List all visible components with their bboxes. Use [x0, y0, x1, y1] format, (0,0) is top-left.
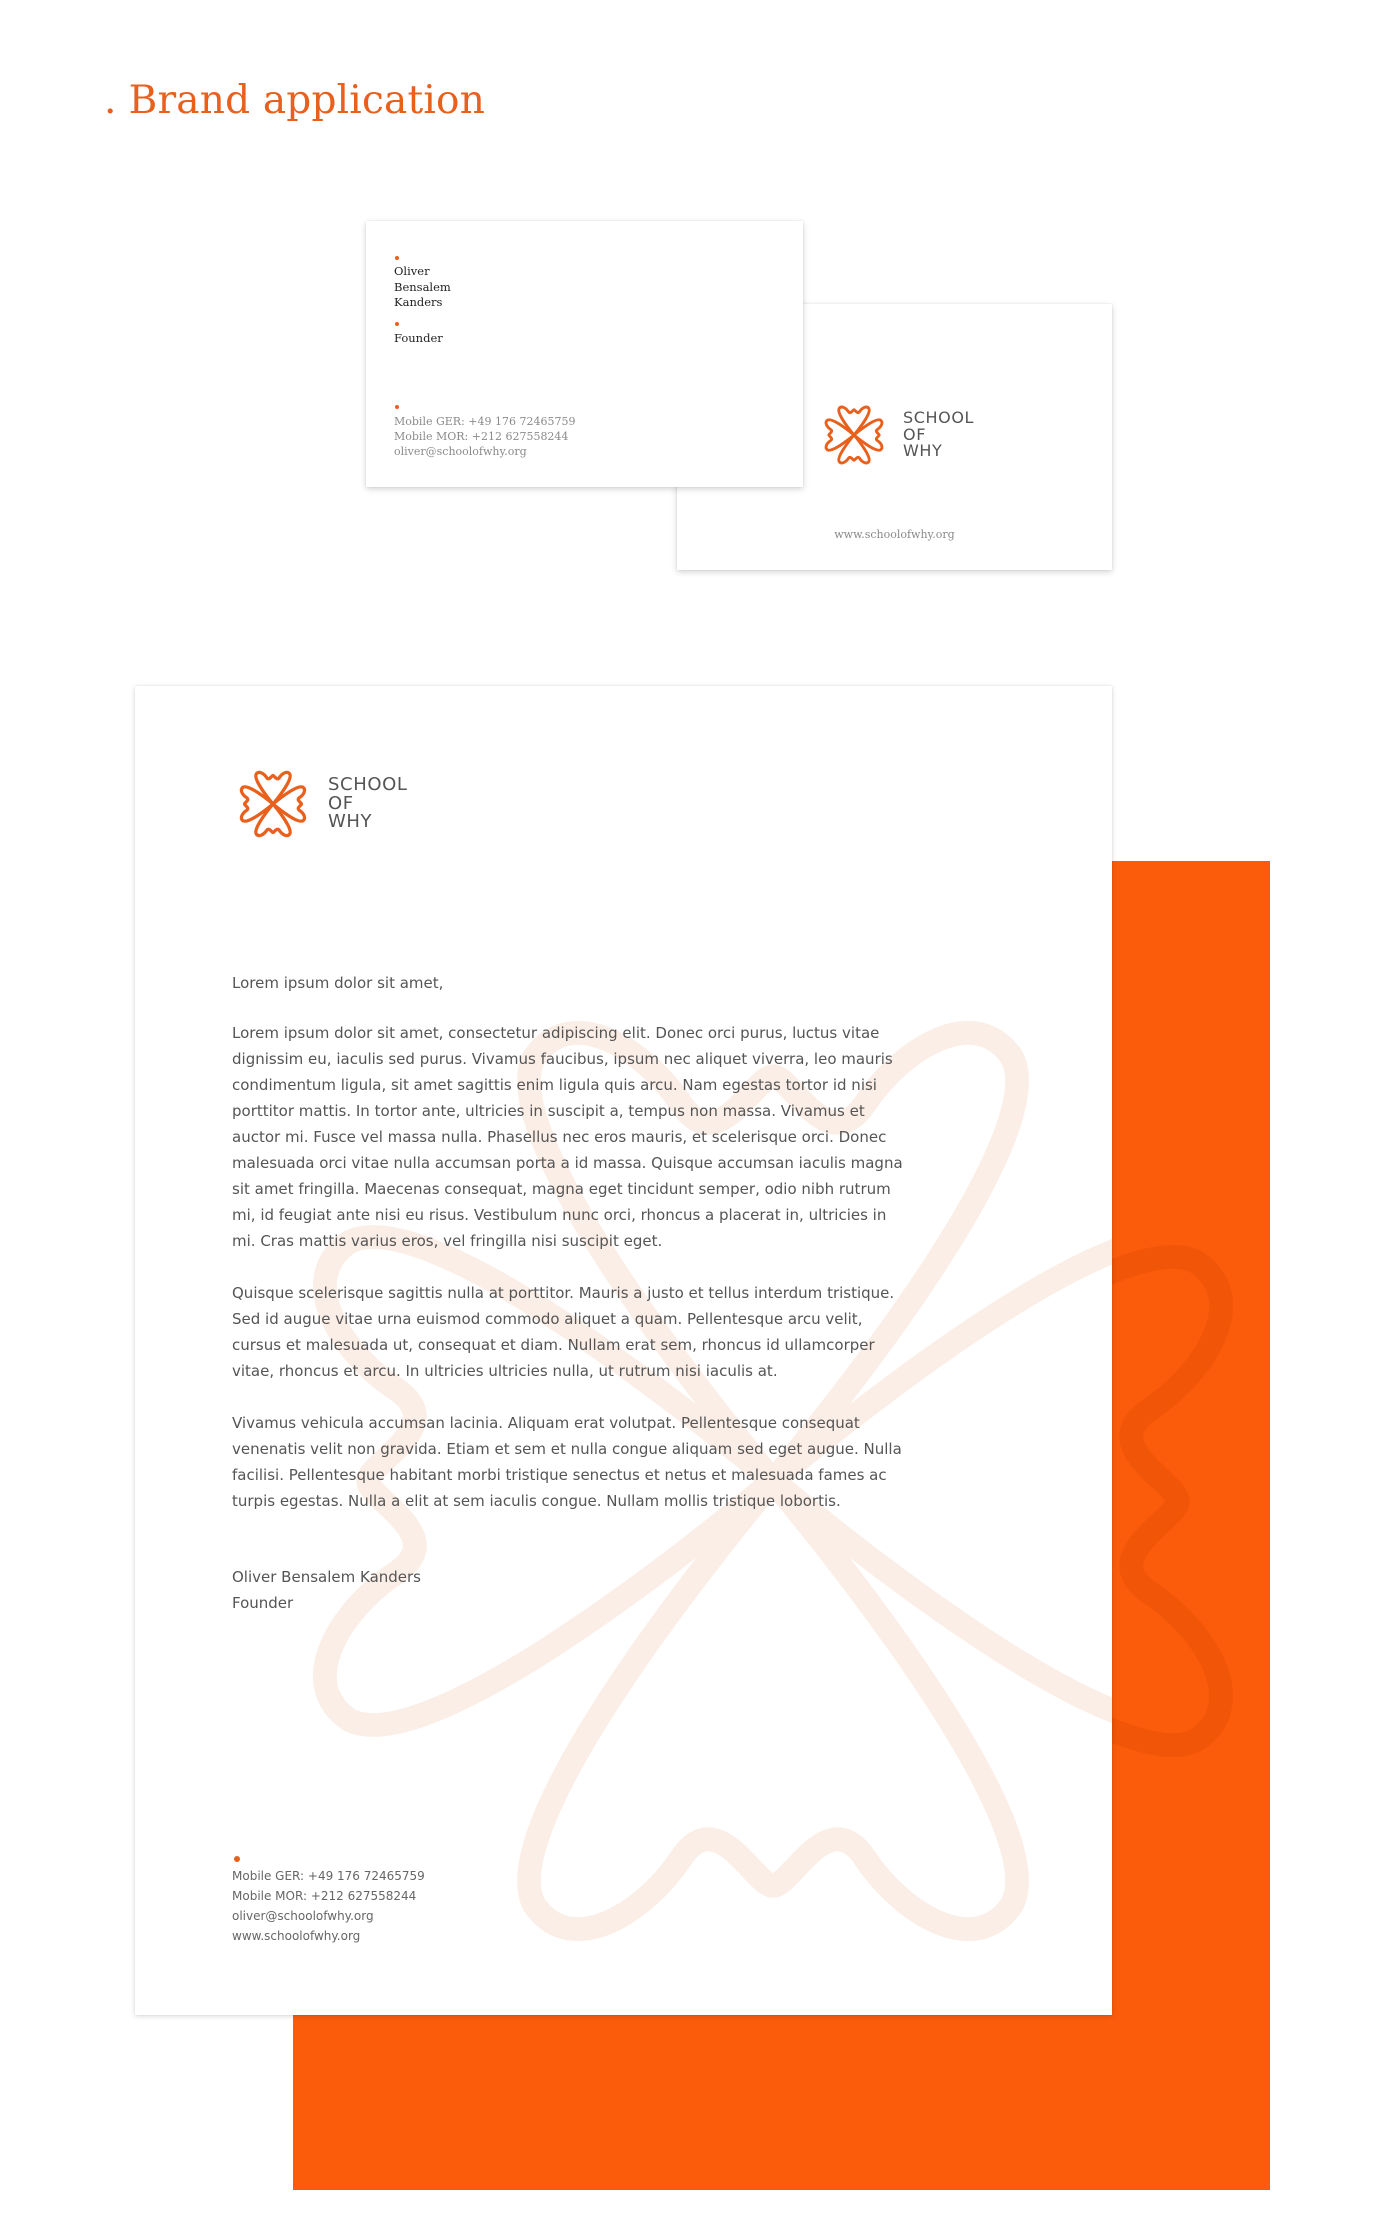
page-heading	[104, 78, 485, 123]
card-title: Founder	[394, 331, 443, 345]
letter-body	[232, 970, 912, 1540]
logo-wordmark	[328, 773, 408, 833]
accent-dot	[395, 256, 399, 260]
card-url: www.schoolofwhy.org	[834, 528, 955, 541]
accent-dot	[234, 1856, 240, 1862]
letterhead-sheet	[135, 686, 1112, 2015]
card-name-line: Bensalem	[394, 279, 451, 294]
logo-word: OF	[328, 792, 354, 814]
letter-signature	[232, 1564, 421, 1616]
letter-salutation: Lorem ipsum dolor sit amet,	[232, 974, 444, 992]
logo-word: WHY	[903, 441, 943, 461]
logo-word: WHY	[328, 811, 373, 833]
card-contact-line: Mobile GER: +49 176 72465759	[394, 415, 576, 428]
letter-contact-line: www.schoolofwhy.org	[232, 1929, 361, 1943]
logo-word: SCHOOL	[903, 407, 975, 427]
flower-knot-icon	[817, 404, 891, 466]
card-name	[394, 264, 451, 311]
signature-name: Oliver Bensalem Kanders	[232, 1568, 421, 1586]
letter-contact-line: Mobile GER: +49 176 72465759	[232, 1869, 425, 1883]
card-contact	[394, 414, 575, 459]
letter-paragraph: Quisque scelerisque sagittis nulla at porttitor. Mauris a justo et tellus interdum tristique. Sed id augue vitae urna euismod commodo aliquet a quam. Pellentesque arcu velit, cursus et malesuada ut, consequat et diam. Nullam erat sem, rhoncus id ullamcorper vitae, rhoncus et arcu. In ultricies ultricies nulla, ut rutrum nisi iaculis at.	[232, 1284, 895, 1380]
card-contact-line: Mobile MOR: +212 627558244	[394, 430, 569, 443]
logo-word: SCHOOL	[328, 773, 408, 795]
accent-dot	[395, 405, 399, 409]
business-card-front	[366, 221, 803, 487]
letter-contact	[232, 1866, 425, 1946]
card-name-line: Kanders	[394, 295, 443, 309]
accent-dot	[395, 322, 399, 326]
heading-title: Brand application	[128, 78, 486, 123]
letter-contact-line: oliver@schoolofwhy.org	[232, 1909, 374, 1923]
logo-wordmark	[903, 407, 975, 461]
letter-contact-line: Mobile MOR: +212 627558244	[232, 1889, 417, 1903]
logo	[817, 404, 974, 466]
letter-paragraph: Lorem ipsum dolor sit amet, consectetur adipiscing elit. Donec orci purus, luctus vitae dignissim eu, iaculis sed purus. Vivamus faucibus, ipsum nec aliquet viverra, leo mauris condimentum ligula, sit amet sagittis enim ligula quis arcu. Nam egestas tortor id nisi porttitor mattis. In tortor ante, ultricies in suscipit a, tempus non massa. Vivamus et auctor mi. Fusce vel massa nulla. Phasellus nec eros mauris, et scelerisque orci. Donec malesuada orci vitae nulla accumsan porta a id massa. Quisque accumsan iaculis magna sit amet fringilla. Maecenas consequat, magna eget tincidunt semper, odio nibh rutrum mi, id feugiat ante nisi eu risus. Vestibulum nunc orci, rhoncus a placerat in, ultricies in mi. Cras mattis varius eros, vel fringilla nisi suscipit eget.	[232, 1024, 903, 1250]
logo-word: OF	[903, 424, 926, 444]
heading-bullet: .	[104, 78, 117, 123]
letter-paragraph: Vivamus vehicula accumsan lacinia. Aliquam erat volutpat. Pellentesque consequat venenatis velit non gravida. Etiam et sem et nulla congue aliquam sed eget augue. Nulla facilisi. Pellentesque habitant morbi tristique senectus et netus et malesuada fames ac turpis egestas. Nulla a elit at sem iaculis congue. Nullam mollis tristique lobortis.	[232, 1414, 902, 1510]
letterhead-logo	[231, 769, 408, 839]
flower-knot-icon	[231, 769, 315, 839]
signature-title: Founder	[232, 1594, 294, 1612]
card-name-line: Oliver	[394, 264, 430, 278]
card-contact-line: oliver@schoolofwhy.org	[394, 445, 527, 458]
